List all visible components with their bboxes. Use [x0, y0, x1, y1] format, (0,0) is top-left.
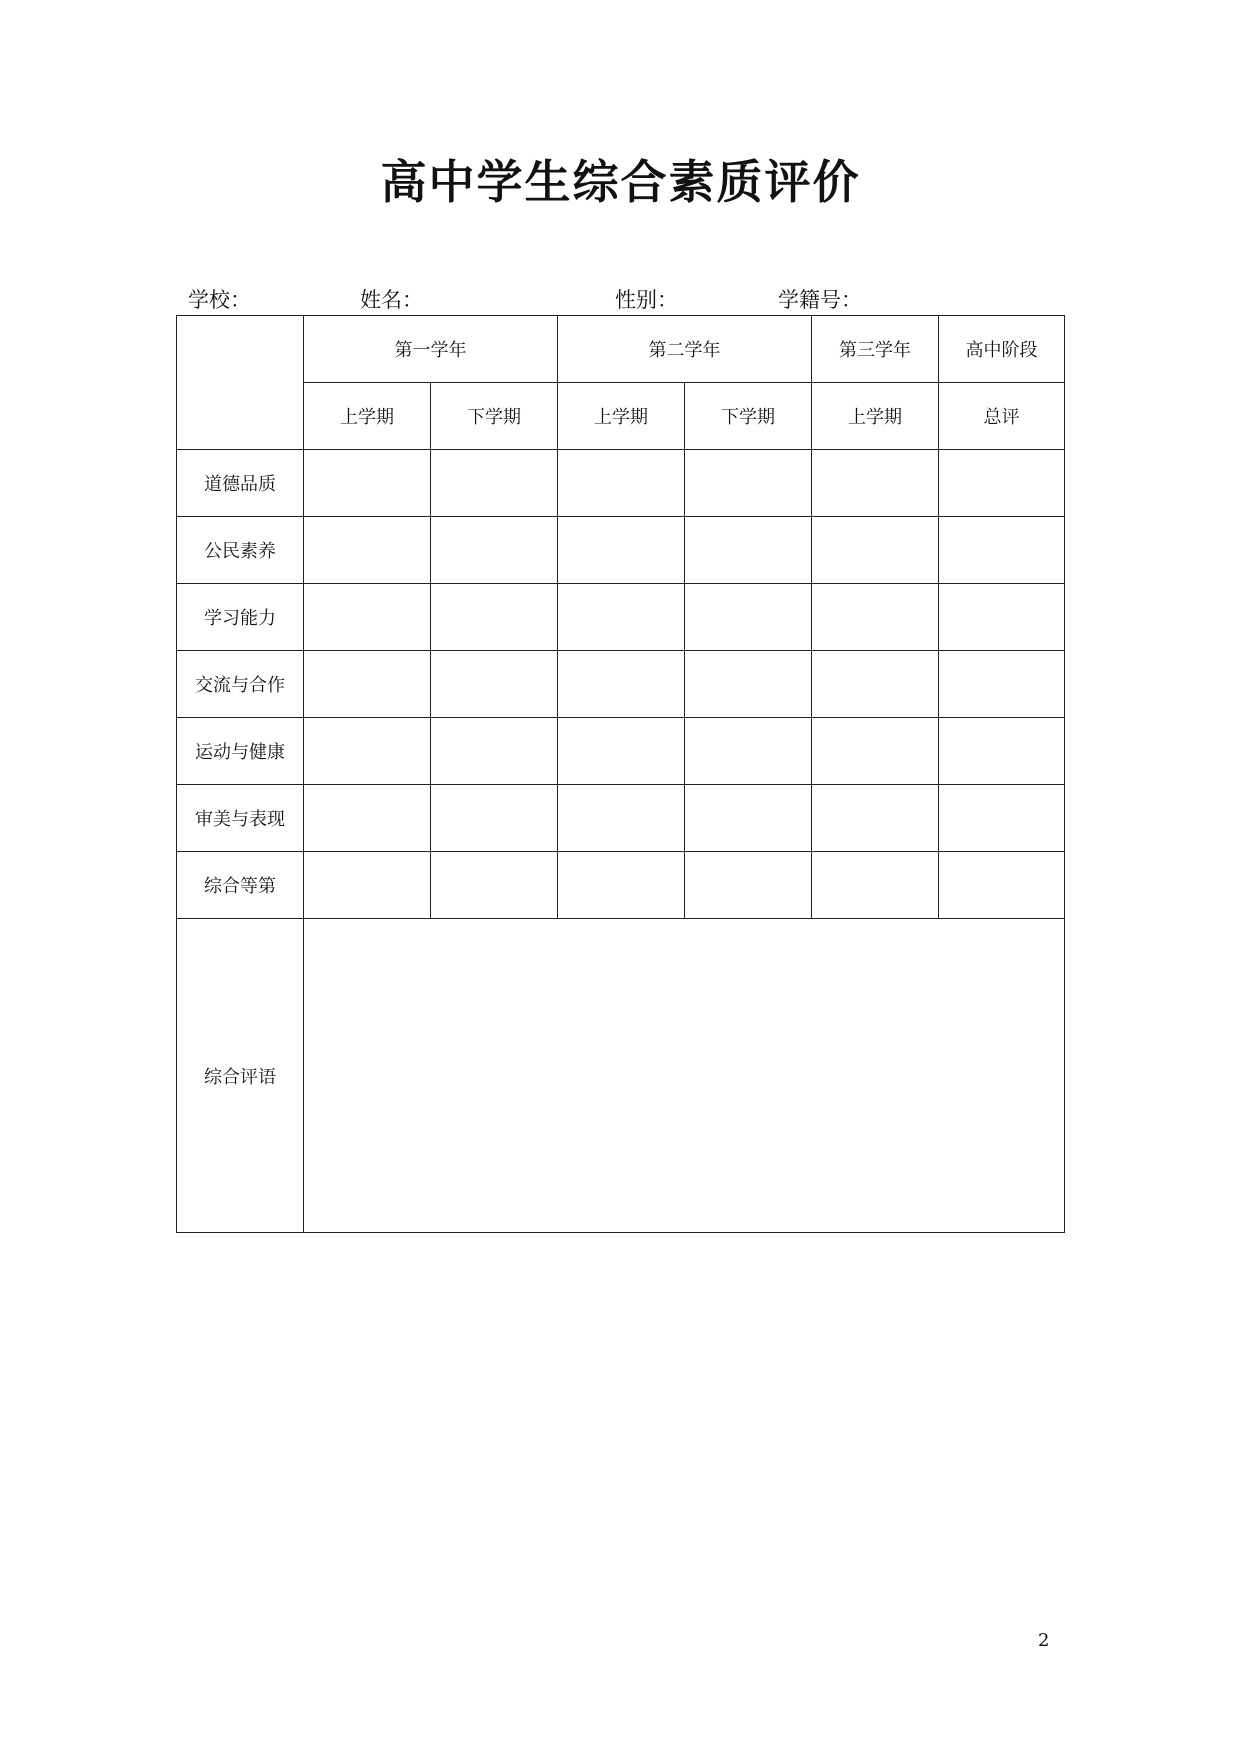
grade-cell[interactable] — [304, 584, 431, 651]
comment-label: 综合评语 — [177, 919, 304, 1233]
year-3-header: 第三学年 — [812, 316, 939, 383]
grade-cell[interactable] — [812, 651, 939, 718]
grade-cell[interactable] — [812, 718, 939, 785]
year-2-header: 第二学年 — [558, 316, 812, 383]
table-row — [177, 785, 1065, 852]
semester-header: 上学期 — [558, 383, 685, 450]
row-label: 运动与健康 — [177, 718, 304, 785]
semester-header: 下学期 — [685, 383, 812, 450]
grade-cell[interactable] — [558, 852, 685, 919]
grade-cell[interactable] — [939, 718, 1065, 785]
grade-cell[interactable] — [431, 584, 558, 651]
year-header-row — [177, 316, 1065, 383]
grade-cell[interactable] — [685, 718, 812, 785]
grade-cell[interactable] — [431, 517, 558, 584]
grade-cell[interactable] — [304, 852, 431, 919]
grade-cell[interactable] — [304, 517, 431, 584]
grade-cell[interactable] — [812, 450, 939, 517]
comment-row — [177, 919, 1065, 1233]
grade-cell[interactable] — [304, 718, 431, 785]
gender-label: 性别： — [615, 288, 678, 312]
row-label: 公民素养 — [177, 517, 304, 584]
row-label: 交流与合作 — [177, 651, 304, 718]
grade-cell[interactable] — [558, 718, 685, 785]
corner-cell — [177, 316, 304, 450]
grade-cell[interactable] — [685, 450, 812, 517]
table-row — [177, 450, 1065, 517]
grade-cell[interactable] — [812, 584, 939, 651]
grade-cell[interactable] — [685, 852, 812, 919]
grade-cell[interactable] — [685, 651, 812, 718]
table-row — [177, 517, 1065, 584]
stage-header-bottom: 总评 — [939, 383, 1065, 450]
grade-cell[interactable] — [558, 584, 685, 651]
row-label: 道德品质 — [177, 450, 304, 517]
grade-cell[interactable] — [812, 785, 939, 852]
table-row — [177, 651, 1065, 718]
grade-cell[interactable] — [558, 450, 685, 517]
row-label: 综合等第 — [177, 852, 304, 919]
row-label: 审美与表现 — [177, 785, 304, 852]
grade-cell[interactable] — [939, 450, 1065, 517]
grade-cell[interactable] — [939, 651, 1065, 718]
grade-cell[interactable] — [304, 651, 431, 718]
student-info-line — [0, 284, 1241, 314]
grade-cell[interactable] — [558, 785, 685, 852]
grade-cell[interactable] — [685, 584, 812, 651]
table-row — [177, 852, 1065, 919]
grade-cell[interactable] — [431, 651, 558, 718]
row-label: 学习能力 — [177, 584, 304, 651]
grade-cell[interactable] — [431, 450, 558, 517]
school-label: 学校： — [188, 288, 251, 312]
student-id-label: 学籍号： — [778, 288, 862, 312]
stage-header-top: 高中阶段 — [939, 316, 1065, 383]
grade-cell[interactable] — [939, 852, 1065, 919]
table-row — [177, 584, 1065, 651]
grade-cell[interactable] — [812, 517, 939, 584]
grade-cell[interactable] — [939, 785, 1065, 852]
table-row — [177, 718, 1065, 785]
page-number: 2 — [1038, 1630, 1050, 1651]
grade-cell[interactable] — [304, 450, 431, 517]
semester-header: 上学期 — [812, 383, 939, 450]
evaluation-table — [176, 315, 1065, 1233]
page-title: 高中学生综合素质评价 — [380, 155, 861, 209]
semester-header: 下学期 — [431, 383, 558, 450]
name-label: 姓名： — [360, 288, 423, 312]
grade-cell[interactable] — [431, 718, 558, 785]
grade-cell[interactable] — [939, 584, 1065, 651]
grade-cell[interactable] — [685, 517, 812, 584]
semester-header-row — [177, 383, 1065, 450]
grade-cell[interactable] — [685, 785, 812, 852]
grade-cell[interactable] — [939, 517, 1065, 584]
semester-header: 上学期 — [304, 383, 431, 450]
grade-cell[interactable] — [812, 852, 939, 919]
grade-cell[interactable] — [558, 517, 685, 584]
grade-cell[interactable] — [431, 852, 558, 919]
year-1-header: 第一学年 — [304, 316, 558, 383]
comment-field[interactable] — [304, 919, 1065, 1233]
grade-cell[interactable] — [558, 651, 685, 718]
grade-cell[interactable] — [304, 785, 431, 852]
grade-cell[interactable] — [431, 785, 558, 852]
